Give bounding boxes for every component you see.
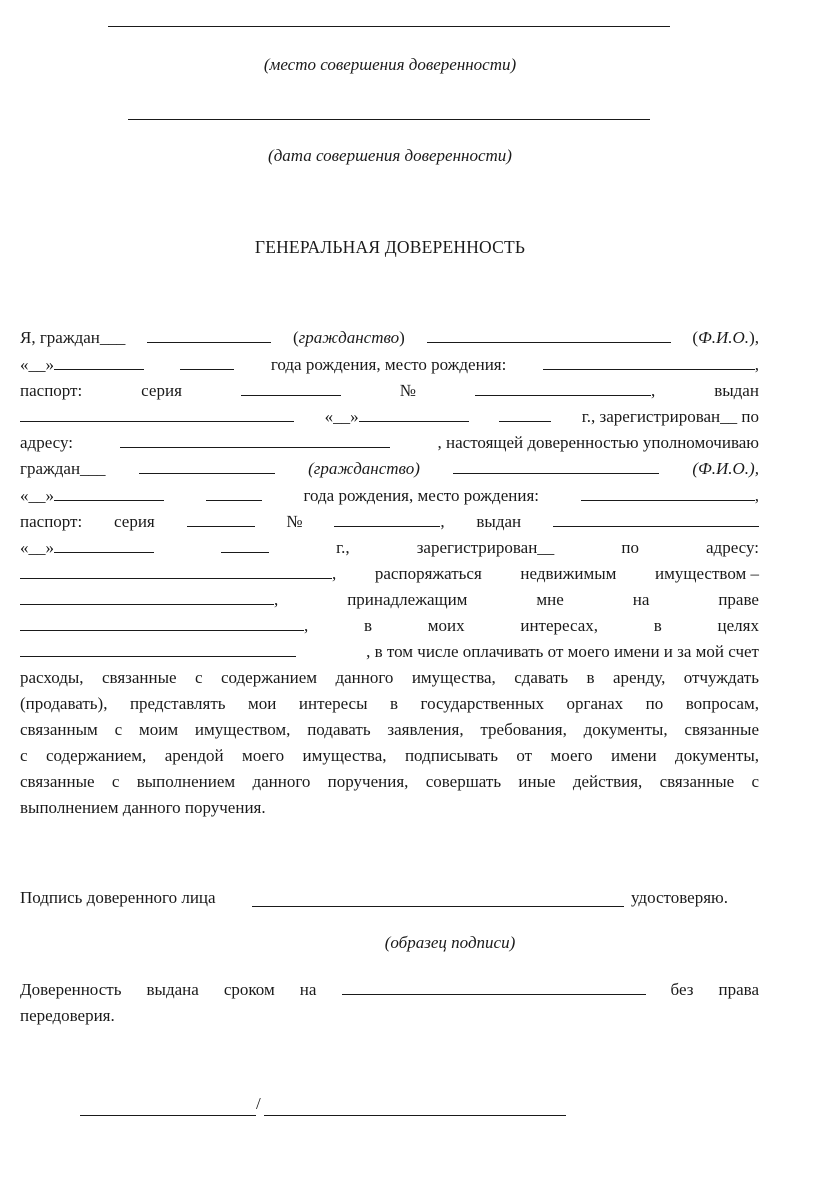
- term-word-4: на: [299, 980, 317, 999]
- issue-date-group: «__»: [325, 407, 469, 427]
- my-word: моих: [427, 616, 465, 635]
- issued-label: выдан: [714, 381, 759, 400]
- series-label: серия: [141, 381, 182, 400]
- agent-number-blank[interactable]: [334, 512, 440, 527]
- term-word-6: права: [718, 980, 759, 999]
- agent-year-label: г.,: [336, 538, 350, 557]
- in-word: в: [363, 616, 373, 635]
- agent-address-label: адресу:: [706, 538, 759, 557]
- footer-slash: /: [256, 1094, 261, 1113]
- agent-issued-by-blank[interactable]: [553, 512, 759, 527]
- signature-caption: (образец подписи): [384, 933, 516, 952]
- date-caption: (дата совершения доверенности): [268, 146, 512, 165]
- signature-suffix: удостоверяю.: [631, 888, 728, 907]
- agent-by-label: по: [621, 538, 639, 557]
- grantor-prefix: Я, граждан___: [20, 328, 126, 347]
- term-line-2: передоверия.: [20, 1006, 115, 1025]
- agent-address-group: ,: [20, 564, 336, 584]
- right-type-group: ,: [20, 616, 308, 636]
- agent-birth-place-blank[interactable]: [581, 486, 755, 501]
- agent-series-label: серия: [114, 512, 155, 531]
- me-word: мне: [536, 590, 564, 609]
- body-line-19: [20, 798, 759, 818]
- body-line-14: [20, 668, 759, 688]
- place-line[interactable]: [108, 26, 670, 27]
- agent-number-group: ,: [334, 512, 444, 532]
- agent-birth-place-group: ,: [581, 486, 759, 506]
- property-word: имуществом –: [655, 564, 759, 583]
- agent-address-blank[interactable]: [20, 564, 332, 579]
- quote-day: «__»: [20, 355, 144, 375]
- grantor-suffix-blank[interactable]: [147, 328, 271, 343]
- body-text-18: связанные с выполнением данного поручения, совершать иные действия, связанные с: [20, 772, 759, 791]
- purposes-word: целях: [717, 616, 759, 635]
- agent-series-blank[interactable]: [187, 512, 255, 527]
- body-line-16: [20, 720, 759, 740]
- body-line-11: [20, 590, 759, 610]
- body-line-12: [20, 616, 759, 636]
- date-line[interactable]: [128, 119, 650, 120]
- issue-year-blank[interactable]: [499, 407, 551, 422]
- footer-name-line[interactable]: [264, 1115, 566, 1116]
- agent-issued-label: выдан: [476, 512, 522, 531]
- address-label: адресу:: [20, 433, 73, 452]
- body-line-1: [20, 328, 759, 348]
- agent-passport-label: паспорт:: [20, 512, 83, 531]
- right-type-blank[interactable]: [20, 616, 304, 631]
- body-line-8: [20, 512, 759, 532]
- agent-issue-date-group: «__»: [20, 538, 154, 558]
- body-line-7: [20, 486, 759, 506]
- agent-suffix-blank[interactable]: [139, 459, 275, 474]
- purpose-blank[interactable]: [20, 642, 296, 657]
- citizenship-label: (гражданство): [293, 328, 405, 347]
- grantor-name-blank[interactable]: [427, 328, 671, 343]
- interests-word: интересах,: [520, 616, 599, 635]
- place-caption: (место совершения доверенности): [263, 55, 517, 74]
- body-text-15: (продавать), представлять мои интересы в государственных органах по вопросам,: [20, 694, 759, 713]
- body-line-15: [20, 694, 759, 714]
- number-sign: №: [399, 381, 417, 400]
- agent-birth-label: года рождения, место рождения:: [303, 486, 539, 505]
- agent-quote-day: «__»: [20, 486, 164, 506]
- body-line-2: [20, 355, 759, 375]
- body-line-13: [20, 642, 759, 662]
- passport-number-blank[interactable]: [475, 381, 651, 396]
- term-duration-blank[interactable]: [342, 980, 646, 995]
- right-word: праве: [718, 590, 759, 609]
- body-text-16: связанным с моим имуществом, подавать заявления, требования, документы, связанные: [20, 720, 759, 739]
- signature-line[interactable]: [252, 906, 624, 907]
- agent-issue-year-blank[interactable]: [221, 538, 269, 553]
- agent-name-blank[interactable]: [453, 459, 659, 474]
- passport-number-group: ,: [475, 381, 655, 401]
- agent-birth-year-blank[interactable]: [206, 486, 262, 501]
- term-word-3: сроком: [223, 980, 275, 999]
- agent-prefix: граждан___: [20, 459, 106, 478]
- birth-place-group: ,: [543, 355, 759, 375]
- authorize-text: , настоящей доверенностью уполномочиваю: [437, 433, 759, 452]
- term-word-5: без: [670, 980, 694, 999]
- agent-number-sign: №: [286, 512, 303, 531]
- belonging-word: принадлежащим: [347, 590, 468, 609]
- term-line-1: [20, 980, 759, 1000]
- issue-month-blank[interactable]: [359, 407, 469, 422]
- agent-registered-label: зарегистрирован__: [416, 538, 555, 557]
- document-title: ГЕНЕРАЛЬНАЯ ДОВЕРЕННОСТЬ: [254, 237, 526, 257]
- birth-month-blank[interactable]: [54, 355, 144, 370]
- in-word-2: в: [653, 616, 662, 635]
- body-text-17: с содержанием, арендой моего имущества, подписывать от моего имени документы,: [20, 746, 759, 765]
- agent-fio-label: (Ф.И.О.),: [692, 459, 759, 478]
- body-line-3: [20, 381, 759, 401]
- agent-issue-month-blank[interactable]: [54, 538, 154, 553]
- dispose-word: распоряжаться: [374, 564, 482, 583]
- term-word-1: Доверенность: [20, 980, 122, 999]
- body-text-14: расходы, связанные с содержанием данного имущества, сдавать в аренду, отчуждать: [20, 668, 759, 687]
- property-description-blank[interactable]: [20, 590, 274, 605]
- body-line-5: [20, 433, 759, 453]
- passport-series-blank[interactable]: [241, 381, 341, 396]
- payment-text: , в том числе оплачивать от моего имени и за мой счет: [366, 642, 759, 661]
- fio-label: (Ф.И.О.),: [692, 328, 759, 347]
- body-line-17: [20, 746, 759, 766]
- grantor-address-blank[interactable]: [120, 433, 390, 448]
- signature-label: Подпись доверенного лица: [20, 888, 216, 907]
- passport-label: паспорт:: [20, 381, 83, 400]
- term-word-2: выдана: [146, 980, 199, 999]
- body-line-6: [20, 459, 759, 479]
- body-line-4: [20, 407, 759, 427]
- body-text-19: выполнением данного поручения.: [20, 798, 266, 817]
- body-line-10: [20, 564, 759, 584]
- agent-birth-month-blank[interactable]: [54, 486, 164, 501]
- on-word: на: [632, 590, 650, 609]
- body-line-18: [20, 772, 759, 792]
- registered-label: г., зарегистрирован__ по: [581, 407, 759, 426]
- birth-year-blank[interactable]: [180, 355, 234, 370]
- real-estate-word: недвижимым: [520, 564, 617, 583]
- birth-label: года рождения, место рождения:: [270, 355, 507, 374]
- agent-citizenship-label: (гражданство): [308, 459, 420, 478]
- property-desc-group: ,: [20, 590, 278, 610]
- footer-signature-line[interactable]: [80, 1115, 256, 1116]
- body-line-9: [20, 538, 759, 558]
- issued-by-blank[interactable]: [20, 407, 294, 422]
- birth-place-blank[interactable]: [543, 355, 755, 370]
